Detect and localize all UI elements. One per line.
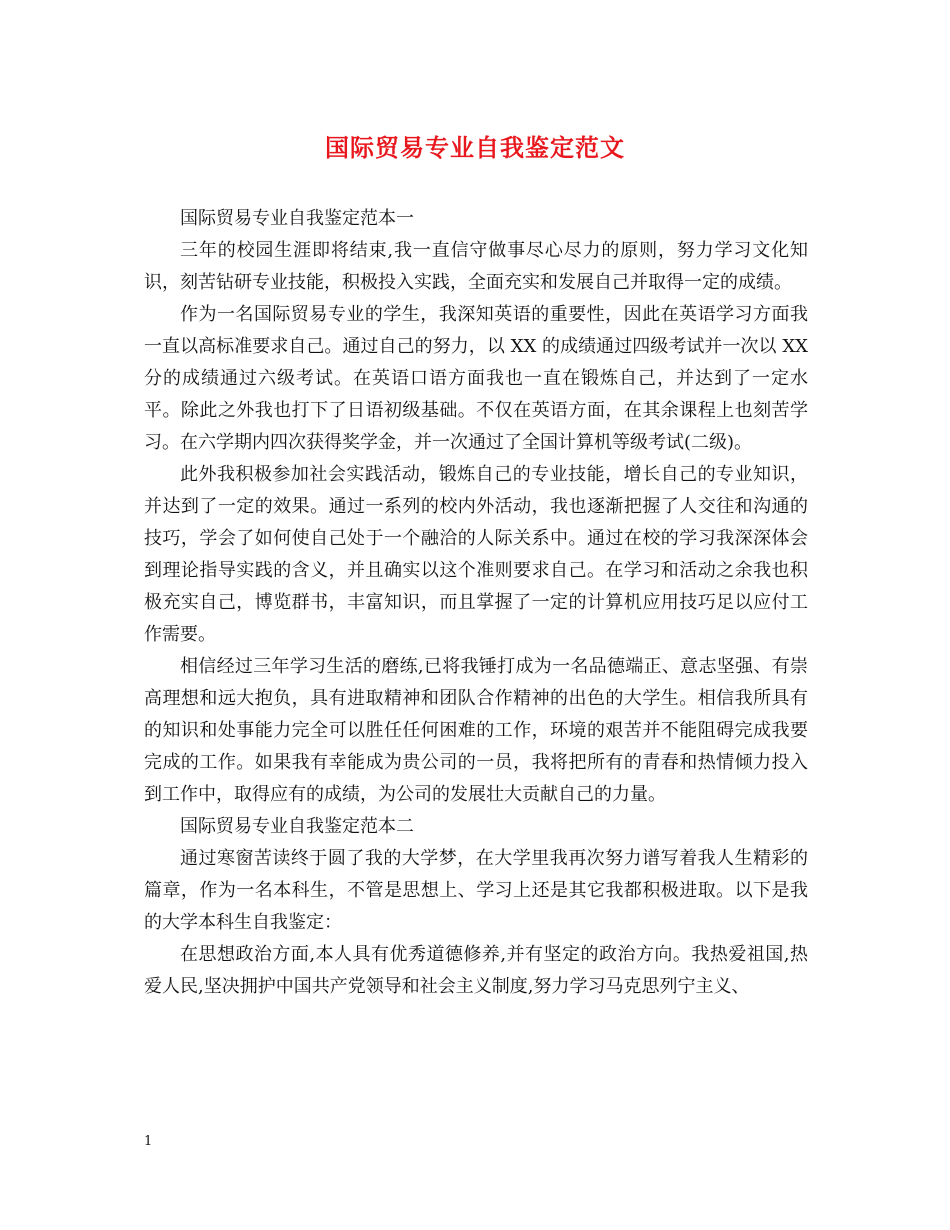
body-paragraph: 在思想政治方面,本人具有优秀道德修养,并有坚定的政治方向。我热爱祖国,热爱人民,坚决拥护中国共产党领导和社会主义制度,努力学习马克思列宁主义、 [144,944,808,997]
section-heading-1: 国际贸易专业自我鉴定范本一 [180,208,414,229]
page-number: 1 [144,1134,153,1149]
document-body [144,203,808,1003]
body-paragraph: 此外我积极参加社会实践活动，锻炼自己的专业技能，增长自己的专业知识，并达到了一定的效果。通过一系列的校内外活动，我也逐渐把握了人交往和沟通的技巧，学会了如何使自己处于一个融洽的人际关系中。通过在校的学习我深深体会到理论指导实践的含义，并且确实以这个准则要求自己。在学习和活动之余我也积极充实自己，博览群书，丰富知识，而且掌握了一定的计算机应用技巧足以应付工作需要。 [144,464,808,645]
body-paragraph: 作为一名国际贸易专业的学生，我深知英语的重要性，因此在英语学习方面我一直以高标准要求自己。通过自己的努力，以 XX 的成绩通过四级考试并一次以 XX 分的成绩通过六级考试。在英语口语方面我也一直在锻炼自己，并达到了一定水平。除此之外我也打下了日语初级基础。不仅在英语方面，在其余课程上也刻苦学习。在六学期内四次获得奖学金，并一次通过了全国计算机等级考试(二级)。 [144,304,808,453]
body-paragraph: 相信经过三年学习生活的磨练,已将我锤打成为一名品德端正、意志坚强、有崇高理想和远大抱负，具有进取精神和团队合作精神的出色的大学生。相信我所具有的知识和处事能力完全可以胜任任何困难的工作，环境的艰苦并不能阻碍完成我要完成的工作。如果我有幸能成为贵公司的一员，我将把所有的青春和热情倾力投入到工作中，取得应有的成绩，为公司的发展壮大贡献自己的力量。 [144,656,808,805]
body-paragraph: 三年的校园生涯即将结束,我一直信守做事尽心尽力的原则，努力学习文化知识，刻苦钻研专业技能，积极投入实践，全面充实和发展自己并取得一定的成绩。 [144,240,808,293]
document-title: 国际贸易专业自我鉴定范文 [325,134,625,162]
section-heading-2: 国际贸易专业自我鉴定范本二 [180,816,414,837]
body-paragraph: 通过寒窗苦读终于圆了我的大学梦，在大学里我再次努力谱写着我人生精彩的篇章，作为一名本科生，不管是思想上、学习上还是其它我都积极进取。以下是我的大学本科生自我鉴定： [144,848,808,933]
